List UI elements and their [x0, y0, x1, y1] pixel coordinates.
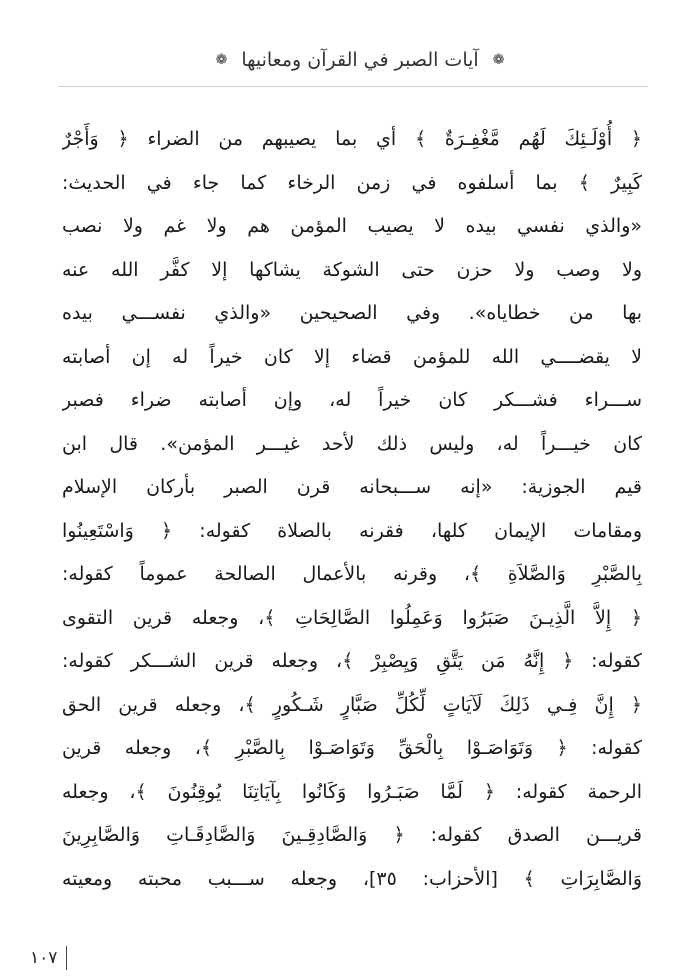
- body-line: كَبِيرٌ ﴾ بما أسلفوه في زمن الرخاء كما جاء في الحديث:: [62, 171, 642, 194]
- body-line: الرحمة كقوله: ﴿ لَمَّا صَبَـرُوا وَكَانُوا بِآيَاتِنَا يُوقِنُونَ ﴾، وجعله: [62, 780, 642, 803]
- page-body: [62, 118, 642, 901]
- body-line: ومقامات الإيمان كلها، فقرنه بالصلاة كقوله: ﴿ وَاسْتَعِينُوا: [62, 519, 642, 542]
- body-line: كقوله: ﴿ وَتَوَاصَـوْا بِالْحَقِّ وَتَوَاصَـوْا بِالصَّبْرِ ﴾، وجعله قرين: [62, 737, 642, 759]
- body-line: بها من خطاياه». وفي الصحيحين «والذي نفســـي بيده: [62, 302, 642, 324]
- body-line: «والذي نفسي بيده لا يصيب المؤمن هم ولا غم ولا نصب: [62, 215, 642, 237]
- body-line: ﴿ إِلاَّ الَّذِيـنَ صَبَرُوا وَعَمِلُوا الصَّالِحَاتِ ﴾، وجعله قرين التقوى: [62, 606, 642, 629]
- body-line: ســـراء فشـــكر كان خيراً له، وإن أصابته ضراء فصبر: [62, 389, 642, 411]
- body-line: ﴿ أُوْلَـئِكَ لَهُم مَّغْفِـرَةٌ ﴾ أي بما يصيبهم من الضراء ﴿ وَأَجْرٌ: [62, 128, 642, 150]
- body-line: وَالصَّابِرَاتِ ﴾ [الأحزاب: ٣٥]، وجعله ســـبب محبته ومعيته: [62, 867, 642, 890]
- body-line: كقوله: ﴿ إِنَّهُ مَن يَتَّقِ وَيِصْبِرْ ﴾، وجعله قرين الشـــكر كقوله:: [62, 650, 642, 672]
- ornament-left-icon: ❁: [215, 52, 228, 68]
- page-number-divider: [66, 946, 67, 970]
- body-line: قريـــن الصدق كقوله: ﴿ وَالصَّادِقِـينَ وَالصَّادِقَـاتِ وَالصَّابِرِينَ: [62, 824, 642, 846]
- header-divider: [58, 86, 648, 87]
- page-number: ١٠٧: [30, 948, 58, 968]
- ornament-right-icon: ❁: [492, 52, 505, 68]
- running-header: [150, 38, 570, 82]
- body-line: بِالصَّبْرِ وَالصَّلاَةِ ﴾، وقرنه بالأعمال الصالحة عموماً كقوله:: [62, 563, 642, 585]
- body-line: ﴿ إِنَّ فِـي ذَلِكَ لَآيَاتٍ لِّكُلِّ صَبَّارٍ شَـكُورٍ ﴾، وجعله قرين الحق: [62, 693, 642, 716]
- body-line: ولا وصب ولا حزن حتى الشوكة يشاكها إلا كفَّر الله عنه: [62, 258, 642, 281]
- body-line: كان خيـــراً له، وليس ذلك لأحد غيـــر المؤمن». قال ابن: [62, 432, 642, 455]
- body-line: قيم الجوزية: «إنه ســـبحانه قرن الصبر بأركان الإسلام: [62, 476, 642, 498]
- header-title: آيات الصبر في القرآن ومعانيها: [241, 49, 479, 71]
- body-line: لا يقضــــي الله للمؤمن قضاء إلا كان خيراً له إن أصابته: [62, 345, 642, 368]
